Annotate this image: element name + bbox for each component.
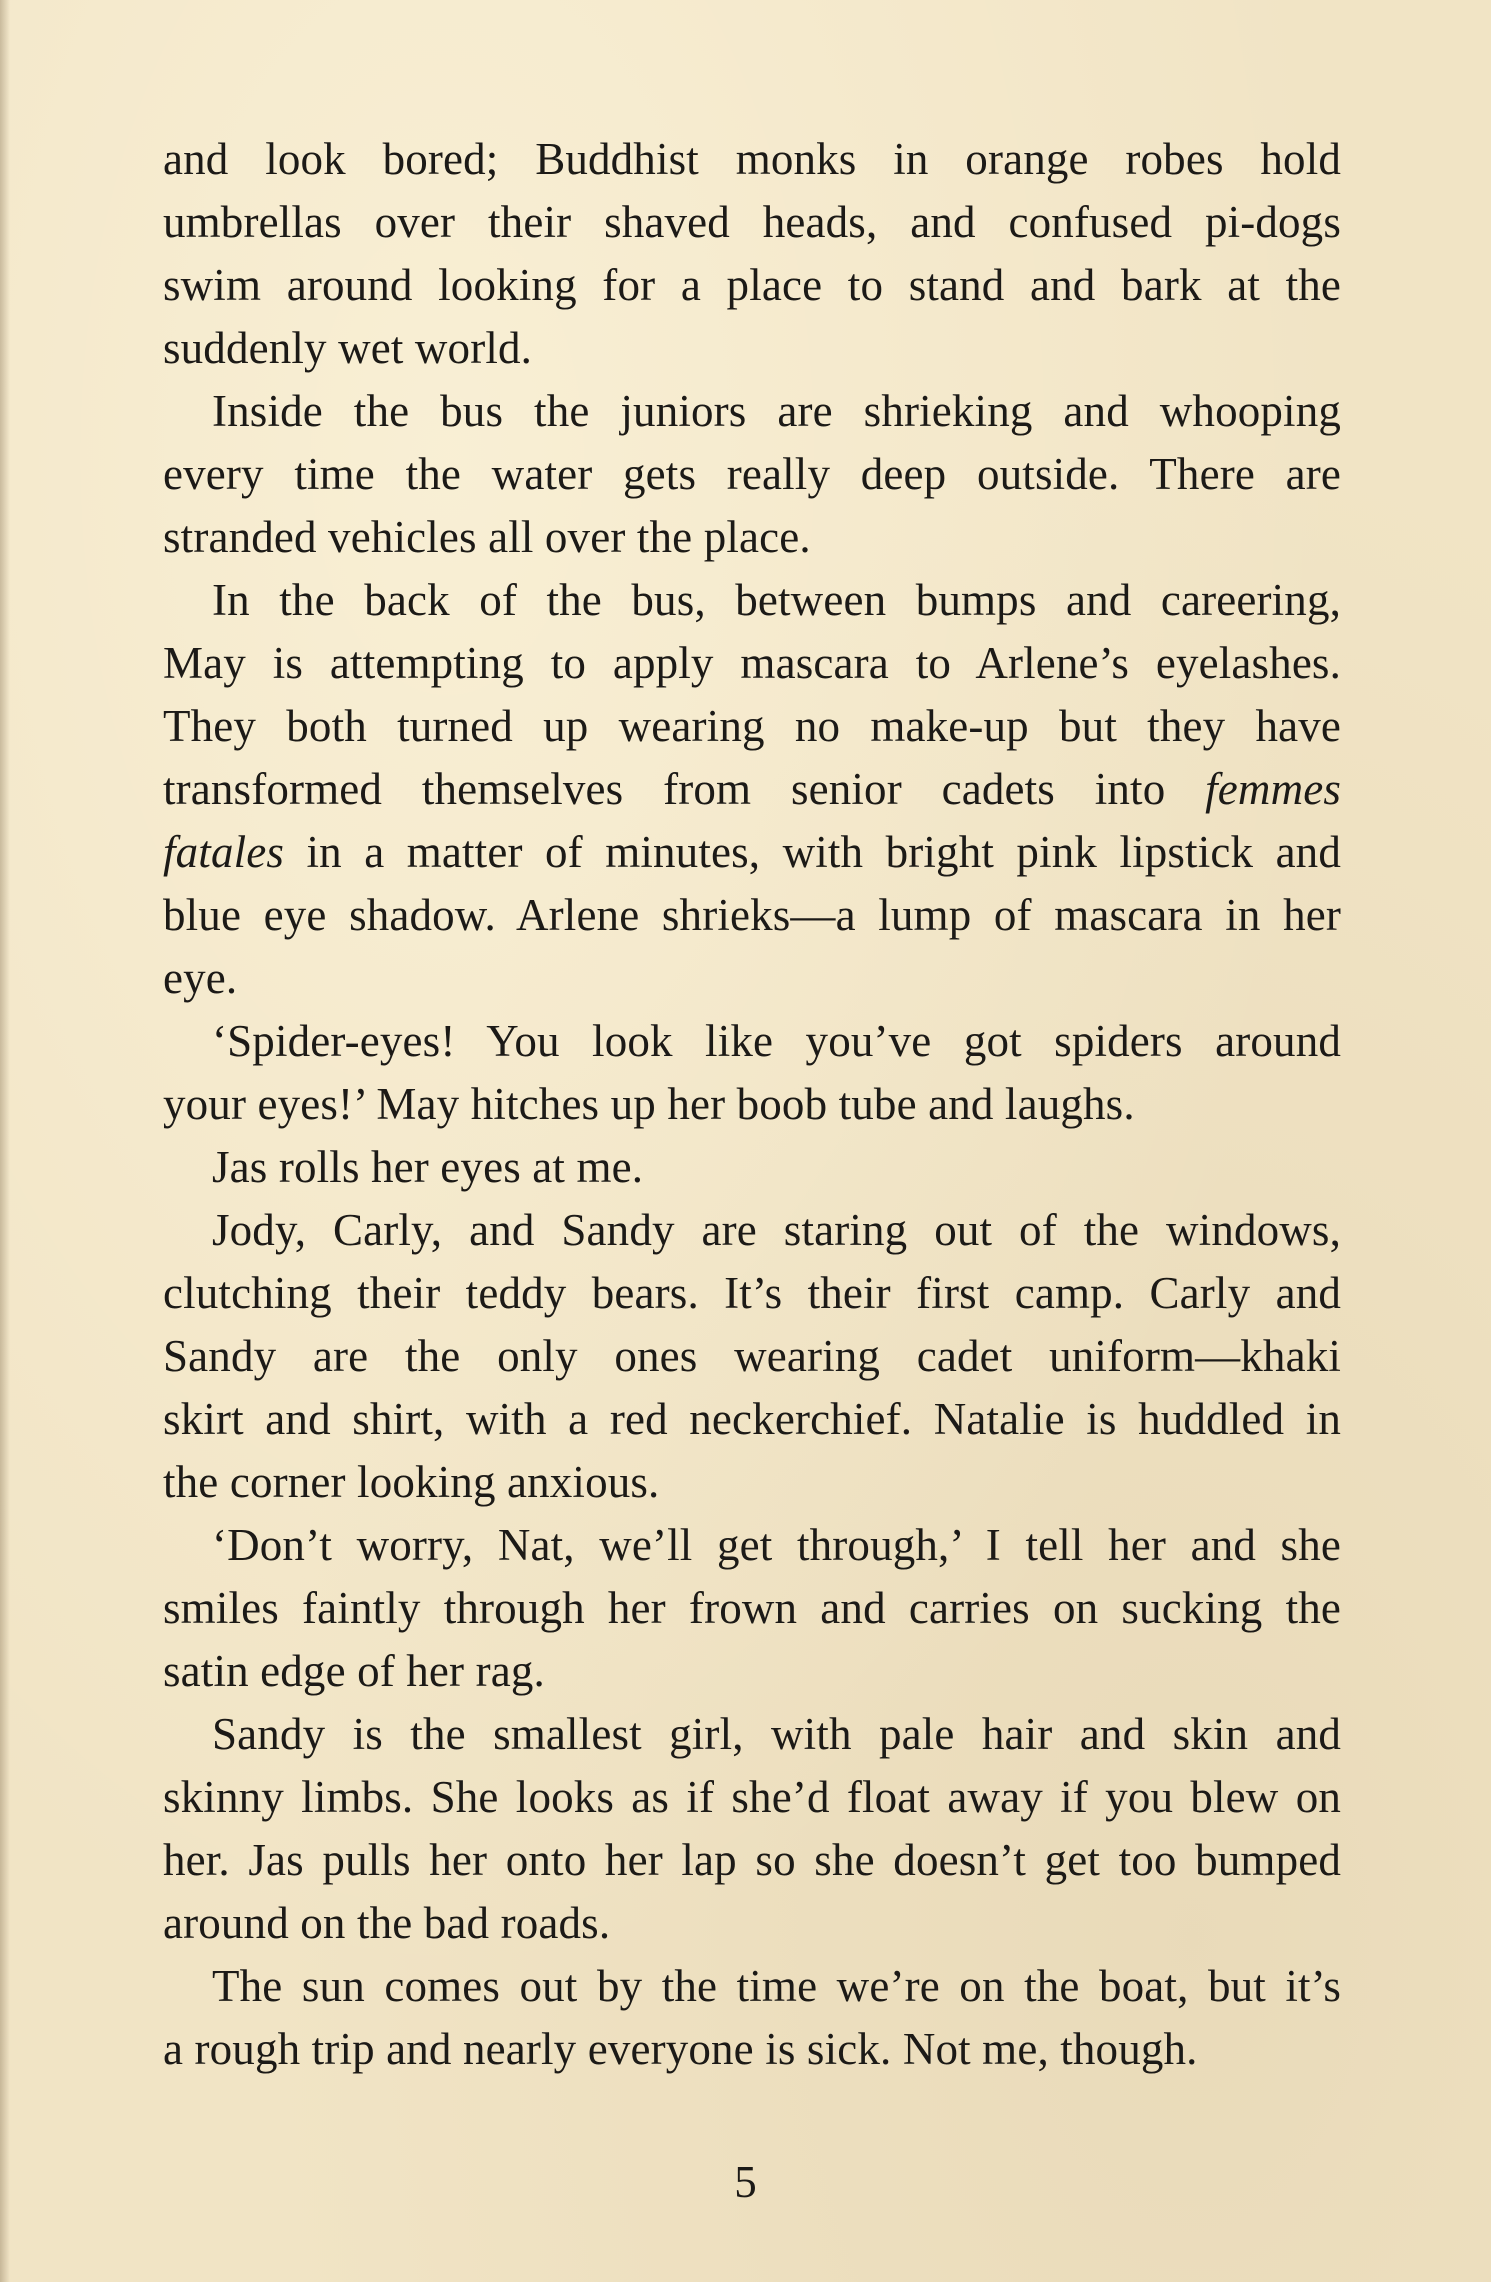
line-text: In the back of the bus, between bumps and careering, — [212, 575, 1341, 625]
line-text: stranded vehicles all over the place. — [163, 512, 811, 562]
page-number: 5 — [734, 2157, 757, 2207]
line-text: satin edge of her rag. — [163, 1646, 545, 1696]
line-text: suddenly wet world. — [163, 323, 533, 373]
text-line — [163, 821, 1341, 884]
line-text: in a matter of minutes, with bright pink lipstick and — [284, 827, 1341, 877]
line-text: Inside the bus the juniors are shrieking and whooping — [212, 386, 1341, 436]
line-text: umbrellas over their shaved heads, and confused pi-dogs — [163, 197, 1341, 247]
line-text: smiles faintly through her frown and carries on sucking the — [163, 1583, 1341, 1633]
line-text: every time the water gets really deep outside. There are — [163, 449, 1341, 499]
text-line — [163, 1703, 1341, 1766]
line-text: blue eye shadow. Arlene shrieks—a lump of mascara in her — [163, 890, 1341, 940]
text-line — [163, 758, 1341, 821]
text-line — [163, 191, 1341, 254]
line-text: her. Jas pulls her onto her lap so she doesn’t get too bumped — [163, 1835, 1341, 1885]
line-text: The sun comes out by the time we’re on the boat, but it’s — [212, 1961, 1341, 2011]
text-line — [163, 1010, 1341, 1073]
line-text: May is attempting to apply mascara to Arlene’s eyelashes. — [163, 638, 1341, 688]
italic-phrase: fatales — [163, 827, 285, 877]
text-line — [163, 1829, 1341, 1892]
line-text: and look bored; Buddhist monks in orange robes hold — [163, 134, 1341, 184]
text-line — [163, 128, 1341, 191]
line-text: swim around looking for a place to stand and bark at the — [163, 260, 1341, 310]
line-text: Jas rolls her eyes at me. — [212, 1142, 644, 1192]
page-binding-shadow — [0, 0, 10, 2282]
line-text: skinny limbs. She looks as if she’d float away if you blew on — [163, 1772, 1341, 1822]
body-text — [163, 128, 1341, 2081]
text-line — [163, 1955, 1341, 2018]
text-line — [163, 380, 1341, 443]
text-line — [163, 1388, 1341, 1451]
line-text: skirt and shirt, with a red neckerchief. Natalie is huddled in — [163, 1394, 1341, 1444]
line-text: ‘Don’t worry, Nat, we’ll get through,’ I tell her and she — [212, 1520, 1341, 1570]
text-line — [163, 1136, 1341, 1199]
text-line — [163, 695, 1341, 758]
text-line — [163, 1766, 1341, 1829]
text-line — [163, 317, 1341, 380]
text-line — [163, 632, 1341, 695]
line-text: your eyes!’ May hitches up her boob tube and laughs. — [163, 1079, 1135, 1129]
line-text: Sandy is the smallest girl, with pale hair and skin and — [212, 1709, 1341, 1759]
text-line — [163, 1640, 1341, 1703]
text-line — [163, 443, 1341, 506]
text-line — [163, 1577, 1341, 1640]
line-text: They both turned up wearing no make-up but they have — [163, 701, 1341, 751]
text-line — [163, 1325, 1341, 1388]
italic-phrase: femmes — [1205, 764, 1342, 814]
line-text: transformed themselves from senior cadets into — [163, 764, 1166, 814]
line-text: eye. — [163, 953, 238, 1003]
text-line — [163, 1199, 1341, 1262]
text-line — [163, 1892, 1341, 1955]
line-text: around on the bad roads. — [163, 1898, 611, 1948]
text-line — [163, 254, 1341, 317]
text-line — [163, 1451, 1341, 1514]
text-line — [163, 506, 1341, 569]
line-text: the corner looking anxious. — [163, 1457, 660, 1507]
line-text: Sandy are the only ones wearing cadet uniform—khaki — [163, 1331, 1341, 1381]
text-line — [163, 1073, 1341, 1136]
line-text: clutching their teddy bears. It’s their first camp. Carly and — [163, 1268, 1341, 1318]
line-text: Jody, Carly, and Sandy are staring out of the windows, — [212, 1205, 1341, 1255]
text-line — [163, 2018, 1341, 2081]
text-line — [163, 1262, 1341, 1325]
text-line — [163, 569, 1341, 632]
text-line — [163, 947, 1341, 1010]
line-text: a rough trip and nearly everyone is sick. Not me, though. — [163, 2024, 1198, 2074]
text-line — [163, 884, 1341, 947]
line-text: ‘Spider-eyes! You look like you’ve got spiders around — [212, 1016, 1341, 1066]
text-line — [163, 1514, 1341, 1577]
